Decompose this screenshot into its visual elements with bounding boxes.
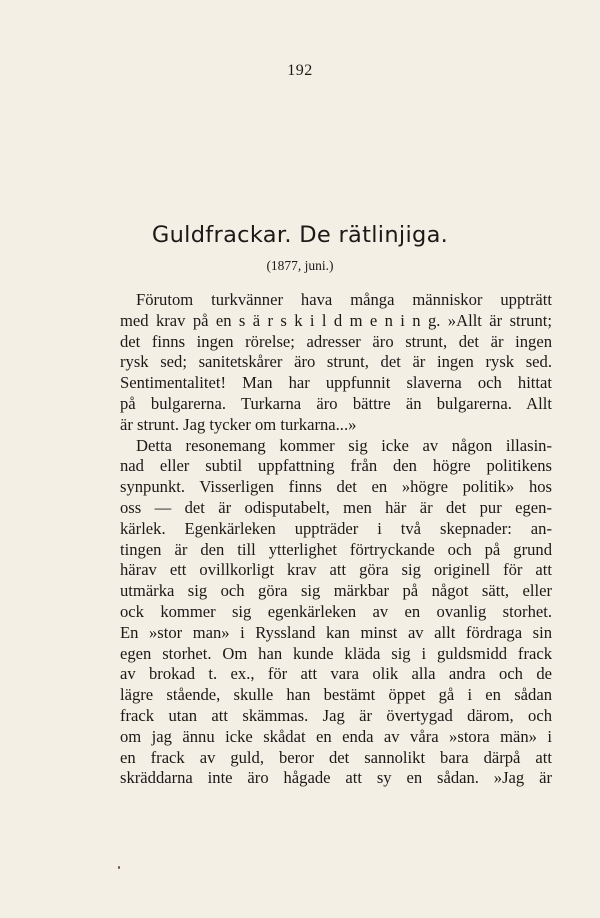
text-line: utmärka sig och göra sig märkbar på något sätt, eller: [120, 581, 552, 601]
text-line: en frack av guld, beror det sannolikt bara därpå att: [120, 747, 552, 767]
page-number: 192: [287, 62, 313, 79]
text-line: Sentimentalitet! Man har uppfunnit slaverna och hittat: [120, 373, 552, 393]
text-line: på bulgarerna. Turkarna äro bättre än bulgarerna. Allt: [120, 393, 552, 413]
body-text: [120, 290, 552, 789]
text-line: tingen är den till ytterlighet förtryckande och på grund: [120, 539, 552, 559]
text-line: ock kommer sig egenkärleken av en ovanlig storhet.: [120, 601, 552, 621]
text-line: egen storhet. Om han kunde kläda sig i guldsmidd frack: [120, 643, 552, 663]
text-line: oss — det är odisputabelt, men här är det pur egen-: [120, 497, 552, 517]
text-line: med krav på en s ä r s k i l d m e n i n g. »Allt är strunt;: [120, 310, 552, 330]
chapter-date: (1877, juni.): [266, 258, 334, 273]
text-line: det finns ingen rörelse; adresser äro strunt, det är ingen: [120, 331, 552, 351]
text-line: rysk sed; sanitetskårer äro strunt, det är ingen rysk sed.: [120, 352, 552, 372]
text-line: härav ett ovillkorligt krav att göra sig originell för att: [120, 560, 552, 580]
text-line: lägre stående, skulle han bestämt öppet gå i en sådan: [120, 685, 552, 705]
text-line: frack utan att skämmas. Jag är övertygad därom, och: [120, 705, 552, 725]
text-line: om jag ännu icke skådat en enda av våra »stora män» i: [120, 726, 552, 746]
text-line: En »stor man» i Ryssland kan minst av allt fördraga sin: [120, 622, 552, 642]
text-line: skräddarna inte äro hågade att sy en sådan. »Jag är: [120, 768, 552, 788]
text-line: Förutom turkvänner hava många människor uppträtt: [136, 290, 552, 309]
text-line: nad eller subtil uppfattning från den högre politikens: [120, 456, 552, 476]
paper-speck: [118, 866, 120, 869]
text-line: synpunkt. Visserligen finns det en »högre politik» hos: [120, 477, 552, 497]
chapter-title: Guldfrackar. De rätlinjiga.: [151, 222, 449, 248]
text-line: av brokad t. ex., för att vara olik alla andra och de: [120, 664, 552, 684]
text-line: Detta resonemang kommer sig icke av någon illasin-: [136, 435, 552, 455]
text-line: är strunt. Jag tycker om turkarna...»: [120, 414, 357, 434]
text-line: kärlek. Egenkärleken uppträder i två skepnader: an-: [120, 518, 552, 538]
